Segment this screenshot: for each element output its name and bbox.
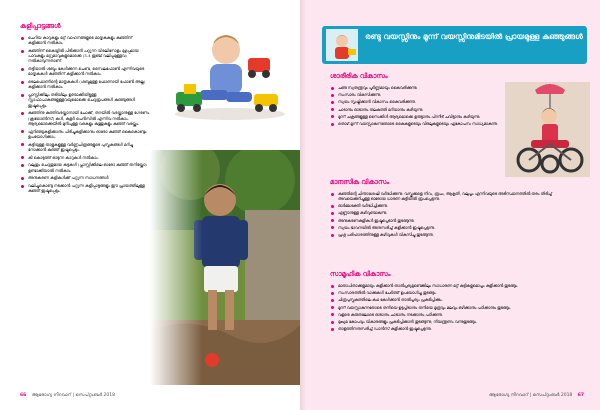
list-item: മുഖ്യമ കോപവും വികാരങ്ങളും പ്രകടിപ്പിക്കാൻ തുടങ്ങുന്നു, നിയന്ത്രണം വന്നുതുടങ്ങും. xyxy=(330,319,580,324)
list-item: സ്വയം ഭാവനയിൽ അനുസരിച്ച് കളിക്കാൻ ഇഷ്ടപ്പെടുന്നു. xyxy=(330,225,580,230)
list-item: സംസാരത്തിൽ വാക്കുകൾ ചേർത്ത് ഉപയോഗിച്ചു തുടങ്ങും. xyxy=(330,290,580,295)
list-item: വലുതും ചെറുതുമായ കട്ടകൾ (പ്ലാസ്റ്റിക്കിലെ ഓരോ കുഞ്ഞ് തനിയ്ക്കോ) ഉണ്ടാക്കിയാൽ നൽകാം. xyxy=(20,162,150,172)
list-item: വളരെ കരുതലോടെ ഓടാനും ചാടാനും നടക്കാനും പഠിക്കുന്നു. xyxy=(330,312,580,317)
social-development-section xyxy=(330,270,580,333)
list-item: ചങ്ങ സ്വതന്ത്രവും പൂർണ്ണമായും കൈവരിക്കുന്നു. xyxy=(330,85,500,90)
page-title: രണ്ടു വയസ്സിനും മൂന്ന് വയസ്സിനുമിടയിൽ പ്രായമുള്ള കുഞ്ഞുങ്ങൾ xyxy=(365,32,583,41)
page-number-left: 66 xyxy=(20,393,27,398)
page-number-right: 67 xyxy=(577,393,584,398)
list-item: വലിച്ചുകൊണ്ടു നടക്കാൻ പറ്റുന്ന കളിപ്പാട്ടങ്ങളും ഈ പ്രായത്തിലുള്ള കുഞ്ഞ് ഇഷ്ടപ്പെടും. xyxy=(20,183,150,193)
list-item: ടെലഫോണിന്റെ മാതൃകകൾ (ശബ്ദമുള്ള ഫോണായി ഫോൺ അല്ല) കളിക്കാൻ നൽകാം. xyxy=(20,79,150,89)
list-item: ചിത്രപുസ്തകത്തിലെ കഥ കേൾക്കാൻ താൽപ്പര്യം പ്രകടിപ്പിക്കും. xyxy=(330,297,580,302)
toddler-with-toys-photo xyxy=(170,22,288,122)
list-item: മൂന്ന് വയസ്സാകുന്നതോടെ തനിയെ ഉടുപ്പിടാനും തനിയെ മൂത്രവും മലവും ഒഴിക്കാനും പഠിക്കാനും തുടങ്ങും. xyxy=(330,305,580,310)
list-item: മാതാപിതാക്കളുമായും കളിക്കാൻ താൽപ്പര്യമുണ്ടെങ്കിലും സാധാരണ മറ്റ് കുട്ടികളുമൊപ്പം കളിക്കാൻ തുടങ്ങും. xyxy=(330,283,580,288)
toys-heading: കളിപ്പാട്ടങ്ങൾ xyxy=(20,22,61,30)
list-item: കുഞ്ഞിന്റെ ചിന്താശേഷി വർദ്ധിക്കുന്നു. വസ്തുക്കളെ നിറം, രൂപം, ആകൃതി, വലുപ്പം എന്നിവയുടെ അടിസ്ഥാനത്തിൽ തരം തിരിച്ച് അവയെക്കുറിച്ചുള്ള ഓരോയ ധാരണ കുട്ടിയിൽ രൂപപ്പെടുന്നു. xyxy=(330,191,580,201)
list-item: സ്വയം സൃഷ്ടിക്കാൻ വികാസം കൈവരിക്കുന്നു. xyxy=(330,99,500,104)
left-footer xyxy=(20,392,115,398)
page-spine-shadow xyxy=(300,0,306,410)
footer-text-right: ആരോഗ്യ നിറവാറ് | സെപ്റ്റംബർ 2018 xyxy=(489,393,573,398)
physical-heading: ശാരീരിക വികാസം xyxy=(330,72,388,80)
list-item: ഏറിഞ്ഞുകളിക്കാനും പിടിച്ചുകളിക്കാനും ഓരോ കുഞ്ഞ് കൈകൊണ്ടും ഉപയോഗിക്കാം. xyxy=(20,129,150,139)
mental-heading: മാനസിക വികാസം xyxy=(330,178,390,186)
social-list xyxy=(330,283,580,331)
child-on-tricycle-photo xyxy=(505,82,590,177)
social-heading: സാമൂഹിക വികാസം xyxy=(330,270,391,278)
list-item: ഓർമ്മശക്തി വർദ്ധിച്ചിക്കുന്നു. xyxy=(330,203,580,208)
list-item: പ്ലാസ്റ്റിക്കിലും തടിയിലും ഉണ്ടാക്കിയിട്ടുള്ള സ്റ്റാഫാപാകങ്ങളുള്ളവയുമൊക്കെ ചെറുരൂപങ്ങൾ കുഞ്ഞുങ്ങൾ ഇഷ്ടപ്പെടും. xyxy=(20,92,150,108)
list-item: മൂന്ന് ചക്രങ്ങളുള്ള സൈക്കിൾ ആദ്യമൊക്കെ ഉരുട്ടാനും പിന്നീട് ചവിട്ടാനും കഴിയുന്നു. xyxy=(330,114,500,119)
list-item: കുഞ്ഞിനു കുത്തിവരയ്ക്കാനായി ചോക്ക്, തറയിൽ വരയ്ക്കാനുള്ള ഗേരണം (ക്രയോൺസ്) കൾ, കളർ പെൻസിൽ എന്നിവ നൽകാം. ആദ്യമൊക്കെയിൽ മുൻപുള്ള വരകളും കുത്തുകളും കുഞ്ഞ് വരയ്ക്കും. xyxy=(20,110,150,126)
mental-development-section xyxy=(330,178,580,239)
list-item: ചെറിയ കാറുകളും മറ്റ് വാഹനങ്ങളുടെ മാതൃകകളും കുഞ്ഞിന് കളിക്കാൻ നൽകാം. xyxy=(20,35,150,45)
physical-list xyxy=(330,85,500,126)
list-item: കട്ടിയുള്ള താളുകളുള്ള വർണ്ണചിത്രങ്ങളുടെ പുസ്തകങ്ങൾ മറിച്ചു നോക്കാൻ കുഞ്ഞ് ഇഷ്ടപ്പെടും. xyxy=(20,142,150,152)
standing-boy-photo xyxy=(150,150,300,385)
list-item: പ്രശ്ന പരിഹാരത്തിനുള്ള കഴിവുകൾ വികസിച്ചു തുടങ്ങുന്നു. xyxy=(330,232,580,237)
right-page xyxy=(300,0,600,410)
title-banner xyxy=(322,26,587,64)
list-item: താളത്തിനനുസരിച്ച് ഡാൻസ് കളിക്കാൻ ഇഷ്ടപ്പെടുന്നു. xyxy=(330,326,580,331)
toys-section xyxy=(20,22,150,196)
list-item: അനുകരണകളികൾ ഇഷ്ടപ്പെടാൻ തുടങ്ങുന്നു. xyxy=(330,218,580,223)
list-item: കീ കൊടുത്ത് ഓടുന്ന കാറുകൾ നൽകാം. xyxy=(20,155,150,160)
list-item: അനുകരണ കളികൾക്ക് പറ്റുന്ന സാധനങ്ങൾ xyxy=(20,175,150,180)
footer-text-left: ആരോഗ്യ നിറവാറ് | സെപ്റ്റംബർ 2018 xyxy=(31,393,115,398)
physical-development-section xyxy=(330,72,500,128)
list-item: തൊഴ്-മൂന്ന് വയസ്സാകുന്നതോടെ കൈകളുടെയും വിരലുകളുടെയും ഏകോപനം സാധ്യമാകുന്നു. xyxy=(330,121,500,126)
list-item: സംസാരം വികസിക്കുന്നു. xyxy=(330,92,500,97)
mental-list xyxy=(330,191,580,237)
list-item: തട്ടിയാൽ ശബ്ദം കേൾക്കുന്ന ചെണ്ട, സൈലഫോൺ എന്നിവയുടെ മാതൃകകൾ കുഞ്ഞിന് കളിക്കാൻ നൽകാം. xyxy=(20,66,150,76)
list-item: എണ്ണാനുള്ള കഴിവുണ്ടാകുന്നു. xyxy=(330,210,580,215)
list-item: കുഞ്ഞിന് കൈയ്യിൽ പിടിക്കാൻ പറ്റുന്ന വിരലിനോളം മുഴുപ്പമായ പാവകളും മറ്റുമാവുകളുമൊക്കെ (3-4 ഇഞ്ച് വലിപ്പമുള്ളവ) നൽകാവുന്നതാണ്. xyxy=(20,48,150,64)
child-thumbnail-photo xyxy=(326,29,358,61)
toys-list xyxy=(20,35,150,194)
right-footer xyxy=(489,392,584,398)
list-item: ചാടാനും ഓടാനും തലകുത്തി മറിയാനും കഴിയുന്നു. xyxy=(330,107,500,112)
